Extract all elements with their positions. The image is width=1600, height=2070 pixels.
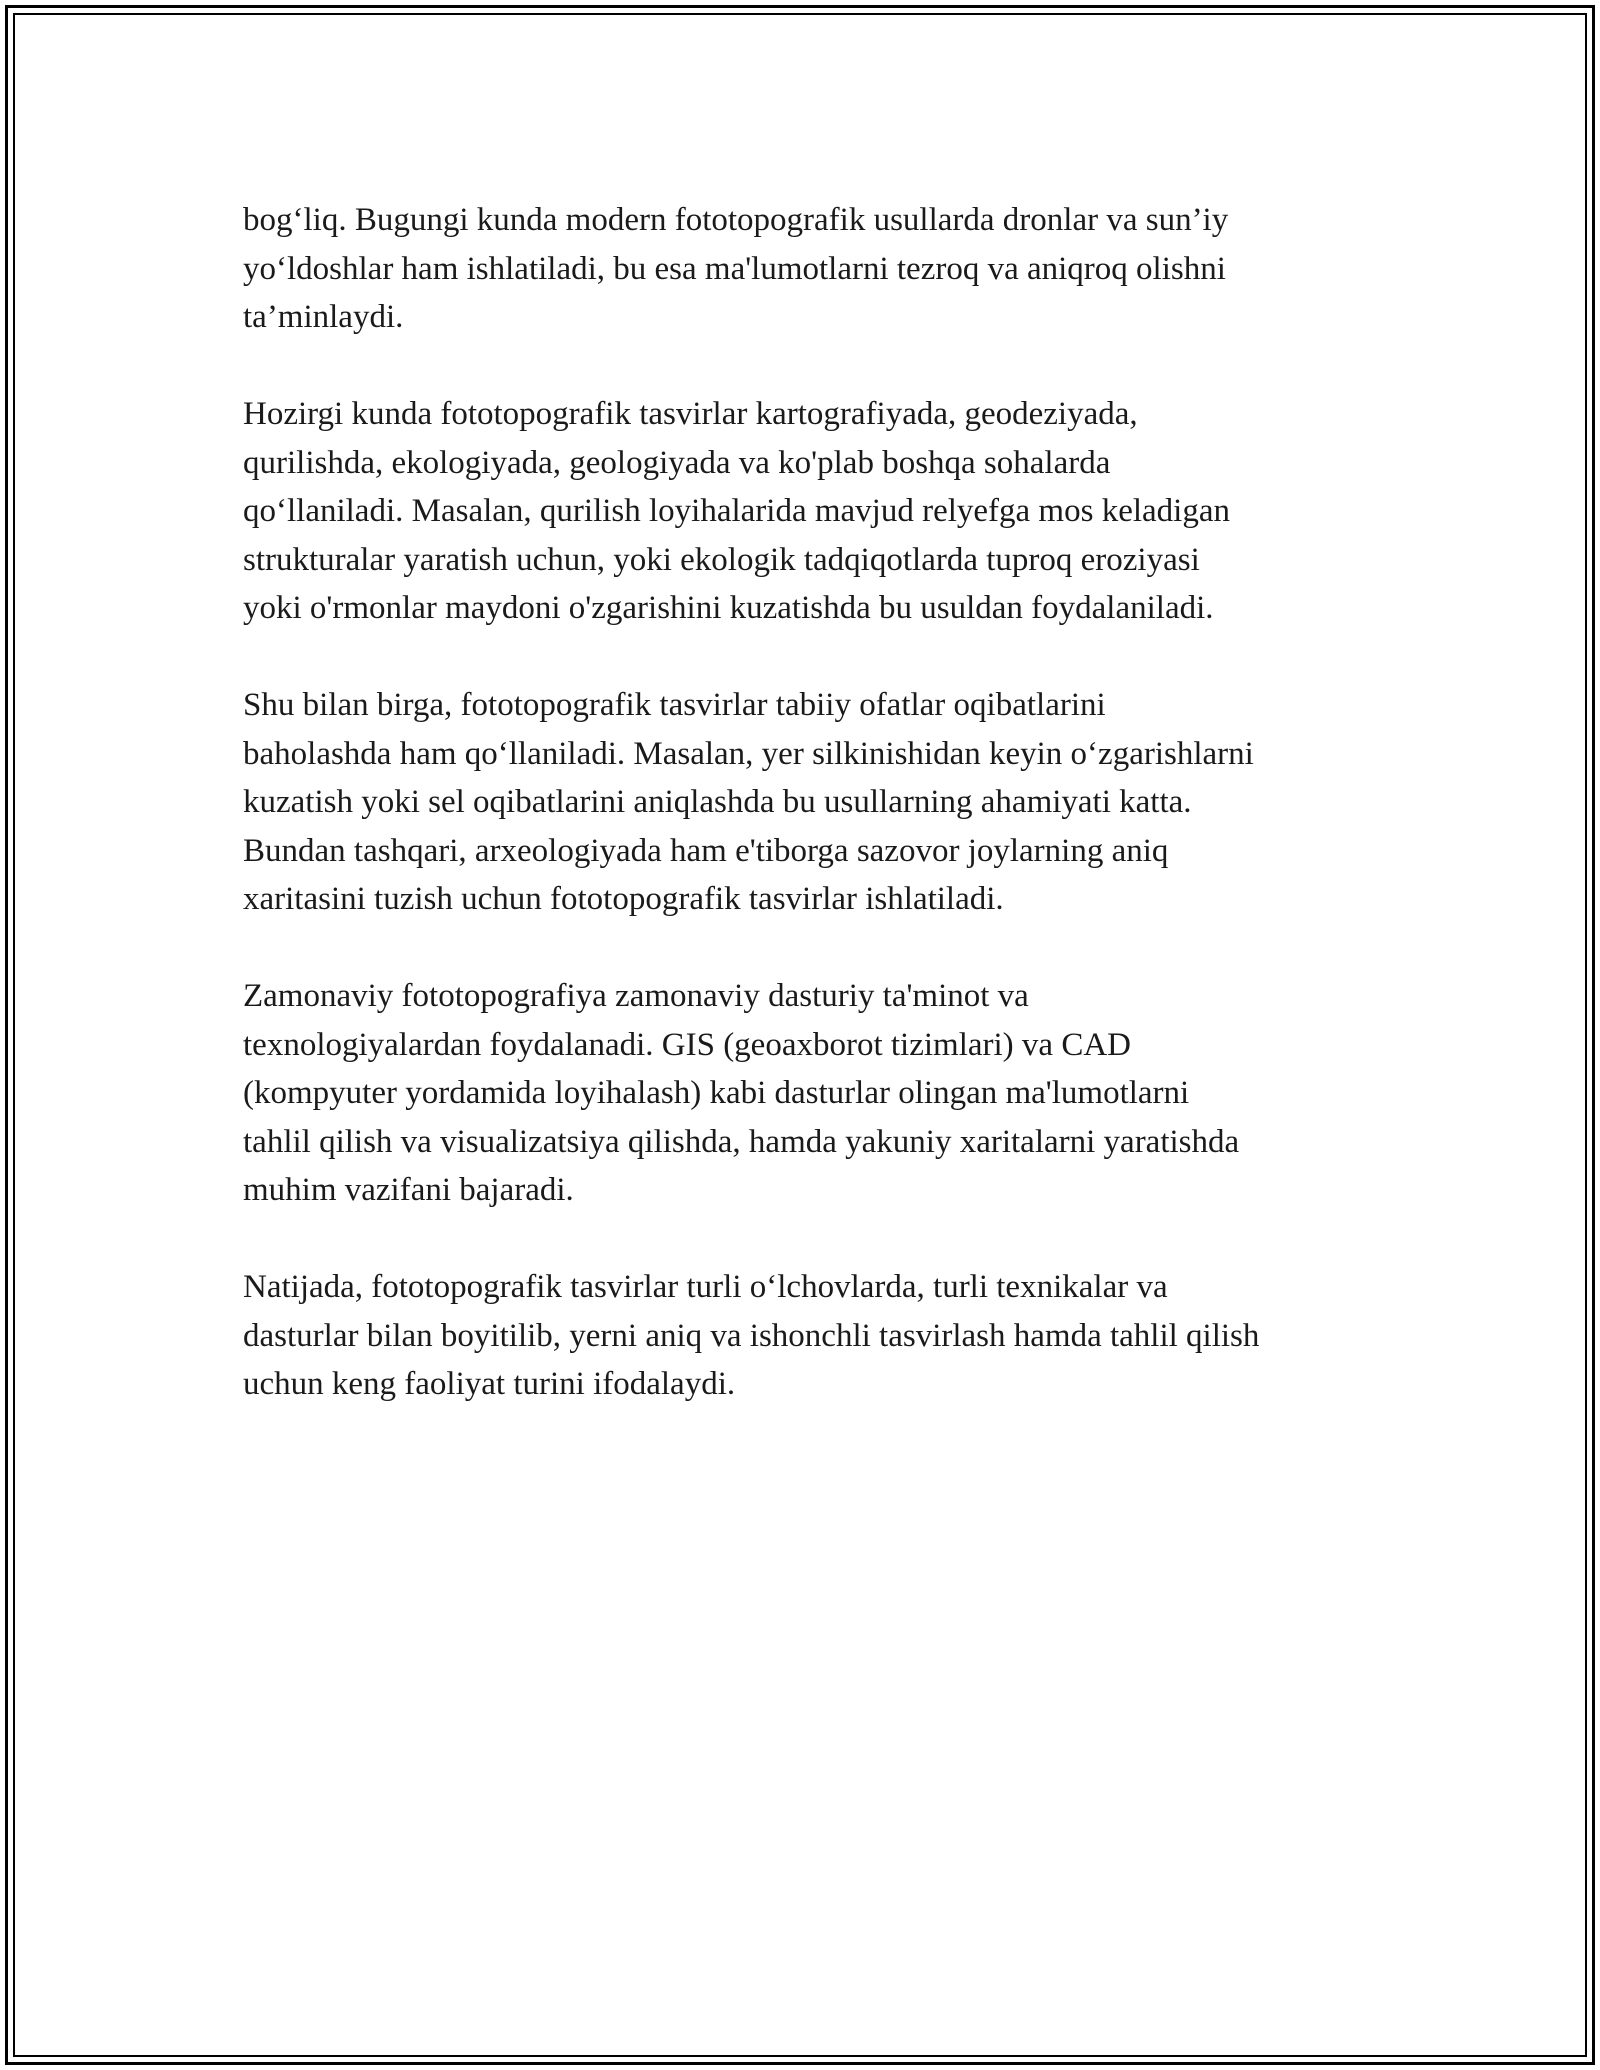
paragraph-line: Zamonaviy fototopografiya zamonaviy dasturiy ta'minot va: [243, 978, 1029, 1014]
paragraph-line: muhim vazifani bajaradi.: [243, 1172, 574, 1208]
paragraph-line: qurilishda, ekologiyada, geologiyada va ko'plab boshqa sohalarda: [243, 444, 1111, 481]
paragraph-line: kuzatish yoki sel oqibatlarini aniqlashda bu usullarning ahamiyati katta.: [243, 784, 1192, 820]
paragraph-3: [243, 681, 1423, 924]
paragraph-line: qo‘llaniladi. Masalan, qurilish loyihalarida mavjud relyefga mos keladigan: [243, 493, 1230, 529]
paragraph-1: [243, 196, 1423, 342]
paragraph-line: Hozirgi kunda fototopografik tasvirlar kartografiyada, geodeziyada,: [243, 396, 1138, 432]
paragraph-line: uchun keng faoliyat turini ifodalaydi.: [243, 1366, 736, 1402]
paragraph-4: [243, 972, 1423, 1215]
paragraph-2: [243, 390, 1423, 633]
paragraph-line: Bundan tashqari, arxeologiyada ham e'tiborga sazovor joylarning aniq: [243, 832, 1169, 869]
paragraph-line: texnologiyalardan foydalanadi. GIS (geoaxborot tizimlari) va CAD: [243, 1026, 1131, 1063]
paragraph-line: dasturlar bilan boyitilib, yerni aniq va ishonchli tasvirlash hamda tahlil qilish: [243, 1317, 1260, 1354]
paragraph-line: baholashda ham qo‘llaniladi. Masalan, yer silkinishidan keyin o‘zgarishlarni: [243, 735, 1254, 772]
paragraph-line: Shu bilan birga, fototopografik tasvirlar tabiiy ofatlar oqibatlarini: [243, 687, 1106, 723]
paragraph-line: (kompyuter yordamida loyihalash) kabi dasturlar olingan ma'lumotlarni: [243, 1075, 1190, 1111]
paragraph-line: yo‘ldoshlar ham ishlatiladi, bu esa ma'lumotlarni tezroq va aniqroq olishni: [243, 250, 1226, 287]
paragraph-line: bog‘liq. Bugungi kunda modern fototopografik usullarda dronlar va sun’iy: [243, 202, 1229, 238]
paragraph-line: ta’minlaydi.: [243, 299, 404, 335]
page-border: [5, 5, 1595, 2065]
paragraph-line: strukturalar yaratish uchun, yoki ekologik tadqiqotlarda tuproq eroziyasi: [243, 541, 1200, 578]
paragraph-line: xaritasini tuzish uchun fototopografik tasvirlar ishlatiladi.: [243, 881, 1004, 917]
document-body: [243, 196, 1423, 1457]
paragraph-line: yoki o'rmonlar maydoni o'zgarishini kuzatishda bu usuldan foydalaniladi.: [243, 590, 1214, 626]
paragraph-line: Natijada, fototopografik tasvirlar turli o‘lchovlarda, turli texnikalar va: [243, 1269, 1168, 1305]
paragraph-5: [243, 1263, 1423, 1409]
paragraph-line: tahlil qilish va visualizatsiya qilishda, hamda yakuniy xaritalarni yaratishda: [243, 1123, 1240, 1160]
